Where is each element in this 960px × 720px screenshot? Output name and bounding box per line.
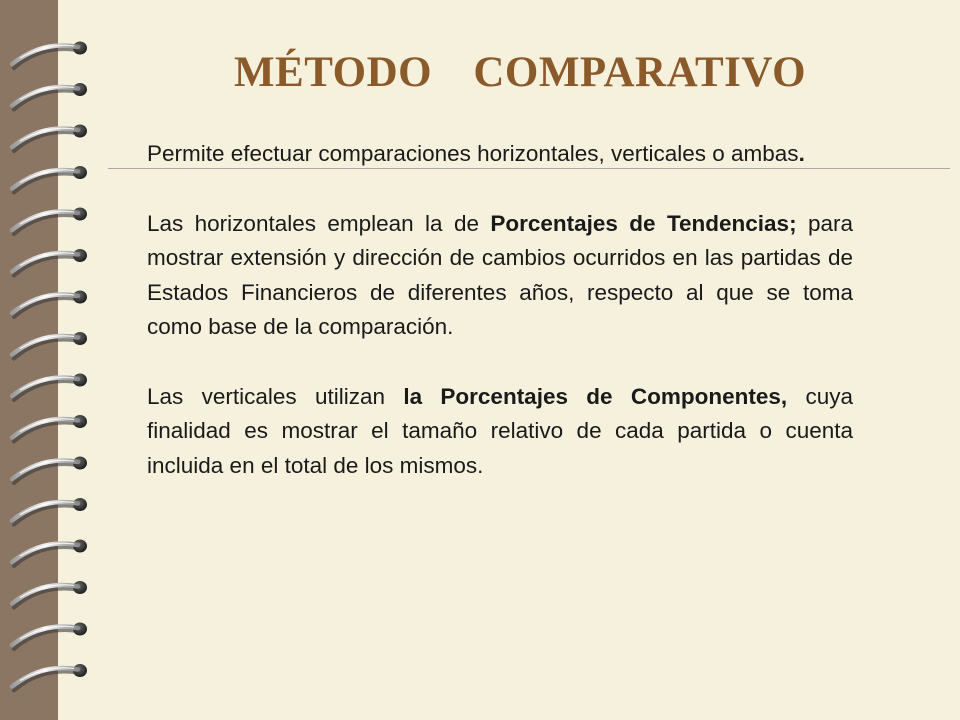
- spiral-ring: [12, 208, 87, 235]
- vertical-bold: la Porcentajes de Componentes,: [403, 383, 788, 409]
- vertical-text-1: Las verticales utilizan: [147, 383, 404, 409]
- horizontal-text-1: Las horizontales emplean la de: [147, 210, 491, 236]
- spiral-ring: [12, 415, 87, 442]
- spiral-ring: [12, 664, 87, 691]
- spiral-ring: [12, 457, 87, 484]
- vertical-text-2: cuya finalidad es mostrar el tamaño relativo de cada partida o cuenta incluida en el total de los mismos.: [147, 383, 853, 478]
- spiral-ring: [12, 249, 87, 276]
- spiral-ring: [12, 83, 87, 110]
- spiral-binding: [0, 0, 112, 720]
- spiral-ring: [12, 581, 87, 608]
- spiral-ring: [12, 498, 87, 525]
- horizontal-bold: Porcentajes de Tendencias;: [490, 210, 797, 236]
- horizontal-text-2: para mostrar extensión y dirección de cambios ocurridos en las partidas de Estados Financieros de diferentes años, respecto al que se toma como base de la comparación.: [147, 210, 853, 339]
- paragraph-intro: [147, 137, 853, 172]
- spiral-ring: [12, 291, 87, 318]
- intro-text: Permite efectuar comparaciones horizontales, verticales o ambas: [147, 141, 799, 166]
- page-title: MÉTODO COMPARATIVO: [233, 49, 807, 96]
- spiral-ring: [12, 540, 87, 567]
- spiral-ring: [12, 42, 87, 69]
- paragraph-horizontal: [147, 207, 853, 345]
- spiral-ring: [12, 166, 87, 193]
- spiral-ring: [12, 374, 87, 401]
- spiral-ring: [12, 125, 87, 152]
- intro-period: .: [798, 141, 805, 166]
- spiral-ring: [12, 623, 87, 650]
- body-text: [147, 137, 853, 518]
- spiral-ring: [12, 332, 87, 359]
- paragraph-vertical: [147, 380, 853, 484]
